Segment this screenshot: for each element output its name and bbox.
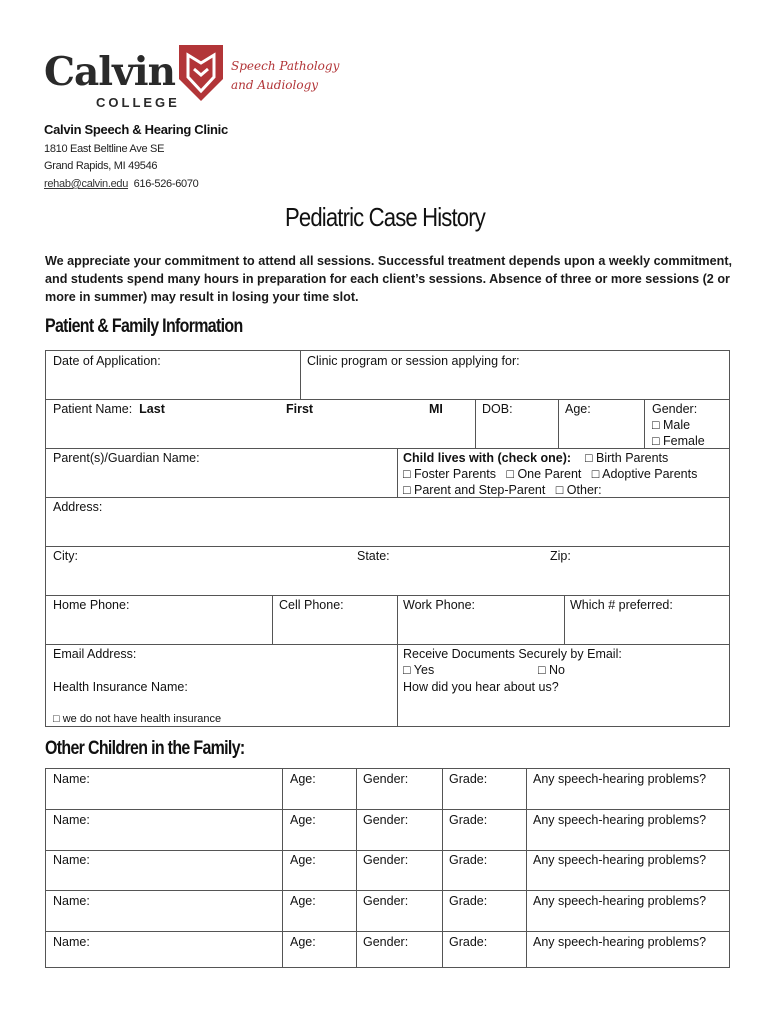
child-grade-label[interactable]: Grade: (449, 813, 488, 827)
address-label[interactable]: Address: (53, 500, 103, 514)
zip-label[interactable]: Zip: (550, 549, 571, 563)
adoptive-parents-checkbox[interactable]: □ Adoptive Parents (591, 467, 698, 481)
preferred-number-label[interactable]: Which # preferred: (570, 598, 673, 612)
child-problems-label[interactable]: Any speech-hearing problems? (533, 813, 707, 827)
clinic-address-2: Grand Rapids, MI 49546 (44, 160, 158, 172)
child-gender-label[interactable]: Gender: (363, 853, 409, 867)
child-problems-label[interactable]: Any speech-hearing problems? (533, 772, 707, 786)
shield-logo-icon (179, 45, 223, 101)
child-gender-label[interactable]: Gender: (363, 894, 409, 908)
clinic-program-label[interactable]: Clinic program or session applying for: (307, 354, 520, 368)
last-name-label: Last (139, 402, 165, 416)
patient-info-table (45, 350, 730, 727)
receive-docs-no-checkbox[interactable]: □ No (538, 663, 566, 677)
child-gender-label[interactable]: Gender: (363, 813, 409, 827)
guardian-name-label[interactable]: Parent(s)/Guardian Name: (53, 451, 200, 465)
child-gender-label[interactable]: Gender: (363, 772, 409, 786)
email-address-label[interactable]: Email Address: (53, 647, 137, 661)
step-parent-checkbox[interactable]: □ Parent and Step-Parent (403, 483, 546, 497)
child-grade-label[interactable]: Grade: (449, 894, 488, 908)
child-problems-label[interactable]: Any speech-hearing problems? (533, 853, 707, 867)
logo-college: COLLEGE (96, 95, 180, 110)
logo-wordmark: Calvin (44, 49, 175, 95)
child-problems-label[interactable]: Any speech-hearing problems? (533, 935, 707, 949)
child-name-label[interactable]: Name: (53, 772, 90, 786)
receive-docs-yes-checkbox[interactable]: □ Yes (403, 663, 435, 677)
first-name-label: First (286, 402, 314, 416)
middle-initial-label: MI (429, 402, 443, 416)
one-parent-checkbox[interactable]: □ One Parent (506, 467, 582, 481)
logo-tagline-2: and Audiology (231, 78, 319, 92)
date-of-application-label[interactable]: Date of Application: (53, 354, 161, 368)
child-age-label[interactable]: Age: (290, 772, 316, 786)
patient-name-label[interactable] (53, 401, 165, 417)
no-insurance-checkbox[interactable]: □ we do not have health insurance (53, 713, 222, 725)
child-grade-label[interactable]: Grade: (449, 772, 488, 786)
foster-parents-checkbox[interactable]: □ Foster Parents (403, 467, 496, 481)
child-age-label[interactable]: Age: (290, 853, 316, 867)
birth-parents-checkbox[interactable]: □ Birth Parents (585, 451, 669, 465)
city-label[interactable]: City: (53, 549, 78, 563)
gender-male-checkbox[interactable]: □ Male (652, 418, 691, 432)
intro-paragraph: We appreciate your commitment to attend all sessions. Successful treatment depends upon a weekly commitment, and students spend many hours in preparation for each client’s sessions. Absence of three or more sessions (2 or more in summer) may result in losing your time slot. (45, 254, 733, 304)
patient-name-text: Patient Name: (53, 402, 133, 416)
child-name-label[interactable]: Name: (53, 894, 90, 908)
age-label[interactable]: Age: (565, 402, 591, 416)
receive-docs-label: Receive Documents Securely by Email: (403, 647, 622, 661)
child-name-label[interactable]: Name: (53, 813, 90, 827)
home-phone-label[interactable]: Home Phone: (53, 598, 130, 612)
clinic-email-link[interactable]: rehab@calvin.edu (44, 178, 129, 190)
child-problems-label[interactable]: Any speech-hearing problems? (533, 894, 707, 908)
child-name-label[interactable]: Name: (53, 935, 90, 949)
cell-phone-label[interactable]: Cell Phone: (279, 598, 344, 612)
dob-label[interactable]: DOB: (482, 402, 513, 416)
child-grade-label[interactable]: Grade: (449, 853, 488, 867)
other-children-table (45, 768, 730, 968)
logo-tagline (231, 57, 339, 95)
child-grade-label[interactable]: Grade: (449, 935, 488, 949)
section-heading-children: Other Children in the Family: (45, 738, 245, 759)
gender-female-checkbox[interactable]: □ Female (652, 434, 705, 448)
page-title: Pediatric Case History (285, 202, 485, 232)
clinic-contact (44, 178, 198, 190)
gender-label: Gender: (652, 402, 698, 416)
child-name-label[interactable]: Name: (53, 853, 90, 867)
child-gender-label[interactable]: Gender: (363, 935, 409, 949)
hear-about-us-label[interactable]: How did you hear about us? (403, 680, 559, 694)
lives-with-row-3 (403, 482, 602, 498)
logo-tagline-1: Speech Pathology (231, 59, 340, 73)
work-phone-label[interactable]: Work Phone: (403, 598, 476, 612)
section-heading-patient: Patient & Family Information (45, 316, 243, 337)
child-age-label[interactable]: Age: (290, 935, 316, 949)
clinic-address-1: 1810 East Beltline Ave SE (44, 143, 165, 155)
child-age-label[interactable]: Age: (290, 894, 316, 908)
state-label[interactable]: State: (357, 549, 390, 563)
lives-with-row-1 (403, 450, 668, 466)
child-age-label[interactable]: Age: (290, 813, 316, 827)
clinic-name: Calvin Speech & Hearing Clinic (44, 122, 228, 137)
lives-with-label: Child lives with (check one): (403, 451, 572, 465)
clinic-phone: 616-526-6070 (133, 178, 199, 190)
other-checkbox[interactable]: □ Other: (555, 483, 602, 497)
lives-with-row-2 (403, 466, 697, 482)
health-insurance-label[interactable]: Health Insurance Name: (53, 680, 188, 694)
